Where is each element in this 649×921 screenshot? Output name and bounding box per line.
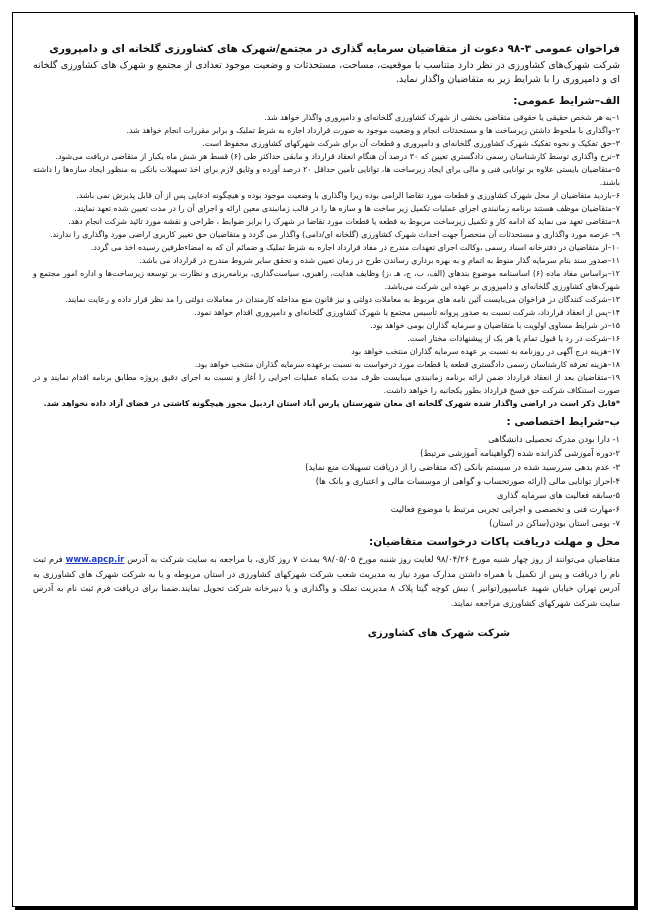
specific-item-3: ۳- عدم بدهی سررسید شده در سیستم بانکی (که متقاضی را از دریافت تسهیلات منع نماید) — [305, 462, 620, 472]
announcement-title: فراخوان عمومی ۳-۹۸ دعوت از متقاضیان سرمایه گذاری در مجتمع/شهرک های کشاورزی گلخانه ای و دامپروری — [49, 43, 620, 55]
general-item-7: ۷–متقاضیان موظف هستند برنامه زمانبندی اجرای عملیات تکمیل زیر ساخت ها و سازه ها را در قالب زمانبندی معین ارائه و اجرای آن را در مدت تعیین شده تعهد نمایند. — [74, 204, 620, 213]
announcement-frame — [12, 12, 635, 907]
general-item-19: ۱۹–متقاضیان بعد از انعقاد قرارداد ضمن ارائه برنامه زمانبندی میبایست ظرف مدت یکماه عملیات اجرایی را آغاز و نسبت به اجرای دقیق پروژه مطابق برنامه اقدام نمایند و در صورت استنکاف شرکت حق فسخ قرارداد بطور یکجانبه را خواهد داشت. — [33, 373, 620, 395]
general-item-17: ۱۷–هزینه درج آگهی در روزنامه به نسبت بر عهده سرمایه گذاران منتخب خواهد بود — [351, 347, 620, 356]
general-item-6: ۶–بازدید متقاضیان از محل شهرک کشاورزی و قطعات مورد تقاضا الزامی بوده زیرا واگذاری با وضعیت موجود بوده و هیچگونه ادعایی پس از آن قابل پذیرش نمی باشد. — [76, 191, 620, 200]
general-item-14: ۱۴–پس از انعقاد قرارداد، شرکت نسبت به صدور پروانه تأسیس مجتمع یا شهرک کشاورزی گلخانه‌ای و دامپروری اقدام خواهد نمود. — [194, 308, 620, 317]
specific-item-6: ۶-مهارت فنی و تخصصی و اجرایی تجربی مرتبط با موضوع فعالیت — [390, 504, 620, 514]
submission-text-part1: متقاضیان می‌توانند از روز چهار شنبه مورخ ۹۸/۰۴/۲۶ لغایت روز شنبه مورخ ۹۸/۰۵/۰۵ بمدت ۷ روز کاری، با مراجعه به سایت شرکت به آدرس — [127, 554, 621, 564]
general-item-3: ۳–حق تفکیک و نحوه تفکیک شهرک کشاورزی گلخانه‌ای و دامپروری و قطعات آن برای شرکت شهرکهای کشاورزی محفوظ است. — [202, 139, 620, 148]
general-conditions-heading: الف–شرایط عمومی: — [513, 95, 620, 107]
specific-item-4: ۴-احراز توانایی مالی (ارائه صورتحساب و گواهی از موسسات مالی و اعتباری و بانک ها) — [315, 476, 620, 486]
general-conditions-list — [33, 111, 620, 397]
general-item-5: ۵–متقاضیان بایستی علاوه بر توانایی فنی و مالی برای ایجاد زیرساخت ها، توانایی تأمین حداقل ۲۰ درصد آورده و وثایق لازم برای اخذ تسهیلات بانکی به منظور ایجاد سازه‌ها را داشته باشند. — [33, 165, 620, 187]
specific-conditions-list — [33, 432, 620, 530]
general-item-2: ۲–واگذاری با ملحوظ داشتن زیرساخت ها و مستحدثات انجام و وضعیت موجود به صورت قرارداد اجاره به شرط تملیک و برابر مقررات انجام خواهد شد. — [126, 126, 620, 135]
submission-text-part2: فرم ثبت نام را دریافت و پس از تکمیل با همراه داشتن مدارک مورد نیاز به مدیریت شعب شرکت شهرکهای کشاورزی در استان مربوطه و یا به شرکت شهرک های کشاورزی به آدرس تهران خیابان شهید عباسپور(توانیر ) نبش کوچه گیتا پلاک ۸ مدیریت تملک و واگذاری و یا دبیرخانه شرکت تحویل نمایند.ضمنا برای دریافت فرم ثبت نام به آدرس سایت شرکت شهرکهای کشاورزی مراجعه نمایند. — [33, 554, 620, 608]
general-item-18: ۱۸–هزینه تعرفه کارشناسان رسمی دادگستری قطعه یا قطعات مورد درخواست به نسبت برعهده سرمایه گذاران منتخب خواهد بود. — [194, 360, 620, 369]
general-item-4: ۴–نرخ واگذاری توسط کارشناسان رسمی دادگستری تعیین که ۳۰ درصد آن هنگام انعقاد قرارداد و مابقی حداکثر طی (۶) قسط هر شش ماه یکبار از متقاضی دریافت می‌شود. — [55, 152, 620, 161]
submission-heading: محل و مهلت دریافت پاکات درخواست متقاضیان: — [369, 536, 620, 548]
general-item-15: ۱۵–در شرایط مساوی اولویت با متقاضیان و سرمایه گذاران بومی خواهد بود. — [370, 321, 620, 330]
general-item-11: ۱۱–صدور سند بنام سرمایه گذار منوط به اتمام و به بهره برداری رساندن طرح در زمان تعیین شده و تحقق سایر شروط مندرج در قرارداد می باشد. — [139, 256, 620, 265]
specific-item-1: ۱- دارا بودن مدرک تحصیلی دانشگاهی — [488, 434, 620, 444]
specific-item-5: ۵-سابقه فعالیت های سرمایه گذاری — [496, 490, 620, 500]
general-note: *قابل ذکر است در اراضی واگذار شده شهرک گلخانه ای معان شهرستان پارس آباد استان اردبیل مجوز هیچگونه کاشتی در فضای آزاد داده نخواهد شد. — [43, 399, 620, 408]
specific-item-7: ۷- بومی استان بودن(ساکن در استان) — [489, 518, 620, 528]
general-item-10: ۱۰–از متقاضیان در دفترخانه اسناد رسمی ،وکالت اجرای تعهدات مندرج در مفاد قرارداد اجاره به شرط تملیک و ضمائم آن که به امضاءطرفین رسیده اخذ می گردد. — [90, 243, 620, 252]
general-item-13: ۱۳–شرکت کنندگان در فراخوان می‌بایست آئین نامه های مربوط به معاملات دولتی و نیز قانون منع مداخله کارمندان در معاملات دولتی را مد نظر قرار داده و رعایت نمایند. — [65, 295, 620, 304]
intro-paragraph: شرکت شهرک‌های کشاورزی در نظر دارد متناسب با موقعیت، مساحت، مستحدثات و وضعیت موجود تعدادی از مجتمع و شهرک های کشاورزی گلخانه ای و دامپروری را با شرایط زیر به متقاضیان واگذار نماید. — [33, 60, 620, 85]
website-link[interactable]: www.apcp.ir — [65, 554, 125, 564]
general-item-9: ۹– عرصه مورد واگذاری و مستحدثات آن منحصراً جهت احداث شهرک کشاورزی (گلخانه ای/دامی) واگذار می گردد و متقاضیان حق تغییر کاربری اراضی مورد واگذاری را ندارند. — [49, 230, 620, 239]
general-item-16: ۱۶–شرکت در رد یا قبول تمام یا هر یک از پیشنهادات مختار است. — [407, 334, 620, 343]
general-item-12: ۱۲–براساس مفاد ماده (۶) اساسنامه موضوع بندهای (الف، ب، ج، هـ ،ز) وظایف هدایت، راهبری، سیاست‌گذاری، برنامه‌ریزی و نظارت بر توسعه زیرساخت‌ها و اداره امور مجتمع و شهرک‌های کشاورزی گلخانه‌ای و دامپروری بر عهده این شرکت می‌باشد. — [33, 269, 620, 291]
general-item-8: ۸–متقاضی تعهد می نماید که ادامه کار و تکمیل زیرساخت مربوط به قطعه یا قطعات مورد تقاضا در شهرک را برابر ضوابط ، طراحی و نقشه مورد تائید شرکت انجام دهد. — [68, 217, 620, 226]
specific-item-2: ۲-دوره آموزشی گذرانده شده (گواهینامه آموزشی مرتبط) — [420, 448, 620, 458]
signature: شرکت شهرک های کشاورزی — [367, 628, 510, 639]
general-item-1: ۱–به هر شخص حقیقی یا حقوقی متقاضی بخشی از شهرک کشاورزی گلخانه‌ای و دامپروری واگذار خواهد شد. — [264, 113, 620, 122]
submission-paragraph — [33, 552, 620, 610]
specific-conditions-heading: ب–شرایط اختصاصی : — [506, 416, 620, 428]
